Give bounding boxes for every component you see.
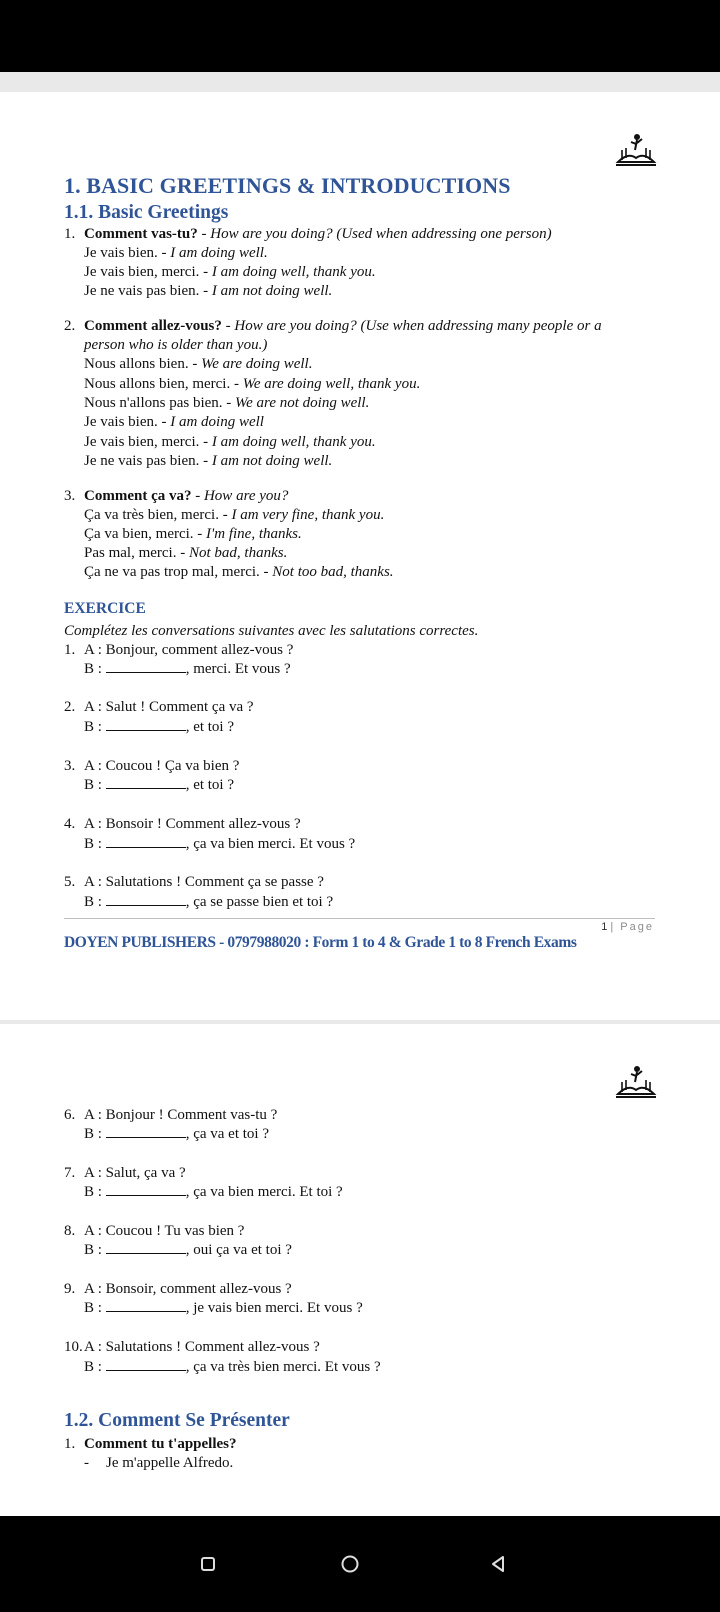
exercise-line-a: A : Salutations ! Comment ça se passe ? [84,874,324,890]
exercise-line-b-text: , ça se passe bien et toi ? [185,894,334,910]
answer-line [84,562,394,582]
speaker-b-label: B : [84,1300,102,1316]
answer-line [84,393,369,413]
speaker-b-label: B : [84,719,102,735]
triangle-back-icon[interactable] [486,1552,510,1576]
answer-english: I am not doing well. [211,283,333,299]
list-number: 1. [64,642,76,658]
document-page-1 [0,92,720,1020]
answer-blank [106,718,186,731]
answer-blank [106,835,186,848]
speaker-b-label: B : [84,1359,102,1375]
list-number: 10. [64,1339,83,1355]
question-french: Comment allez-vous? [84,318,222,334]
question-french: Comment vas-tu? [84,226,198,242]
system-navigation-bar [0,1516,720,1612]
answer-line: Je m'appelle Alfredo. [106,1455,234,1471]
answer-french: Ça ne va pas trop mal, merci. - [84,564,273,580]
page-number [601,921,654,933]
answer-english: I am very fine, thank you. [231,507,385,523]
exercise-line-a: A : Bonjour, comment allez-vous ? [84,642,294,658]
list-number: 4. [64,816,76,832]
exercise-line-b [84,775,234,795]
exercise-line-b-text: , ça va bien merci. Et toi ? [185,1184,343,1200]
question-line [84,224,552,244]
exercise-line-a: A : Coucou ! Tu vas bien ? [84,1223,245,1239]
list-number: 2. [64,318,76,334]
reading-book-logo-icon [614,132,658,166]
answer-blank [106,1299,186,1312]
exercise-line-b [84,1298,363,1318]
answer-line [84,374,420,394]
exercise-line-b [84,1240,292,1260]
question-translation: - How are you? [195,488,289,504]
exercise-line-b [84,717,234,737]
answer-line [84,354,312,374]
list-number: 1. [64,226,76,242]
question-translation: - How are you doing? (Used when addressing one person) [201,226,552,242]
answer-english: I'm fine, thanks. [206,526,302,542]
exercise-line-b-text: , je vais bien merci. Et vous ? [185,1300,363,1316]
answer-blank [106,1183,186,1196]
exercise-instruction: Complétez les conversations suivantes avec les salutations correctes. [64,623,479,639]
answer-line [84,262,376,282]
answer-french: Nous allons bien, merci. - [84,376,243,392]
square-recents-icon[interactable] [196,1552,220,1576]
answer-french: Je vais bien. - [84,414,171,430]
question-line [84,486,288,506]
answer-blank [106,776,186,789]
speaker-b-label: B : [84,836,102,852]
exercise-line-a: A : Coucou ! Ça va bien ? [84,758,240,774]
exercise-line-b-text: , ça va bien merci. Et vous ? [185,836,356,852]
answer-line [84,524,302,544]
answer-french: Je ne vais pas bien. - [84,453,212,469]
answer-line [84,243,268,263]
exercise-line-b [84,1124,269,1144]
subsection-heading: 1.1. Basic Greetings [64,202,229,223]
speaker-b-label: B : [84,661,102,677]
list-number: 6. [64,1107,76,1123]
exercise-line-b [84,1357,381,1377]
question-french: Comment ça va? [84,488,192,504]
answer-blank [106,660,186,673]
speaker-b-label: B : [84,777,102,793]
document-page-2 [0,1024,720,1516]
exercise-line-b [84,834,355,854]
exercise-line-b [84,1182,343,1202]
exercise-line-a: A : Bonsoir ! Comment allez-vous ? [84,816,301,832]
exercise-line-b-text: , oui ça va et toi ? [185,1242,292,1258]
answer-line [84,505,384,525]
answer-french: Je vais bien. - [84,245,171,261]
speaker-b-label: B : [84,1126,102,1142]
answer-english: We are doing well, thank you. [242,376,421,392]
answer-french: Je vais bien, merci. - [84,434,212,450]
status-bar [0,0,720,72]
footer-divider [64,918,655,919]
exercise-line-a: A : Salut, ça va ? [84,1165,186,1181]
list-number: 8. [64,1223,76,1239]
question-line [84,316,602,336]
speaker-b-label: B : [84,1184,102,1200]
answer-line [84,432,376,452]
answer-english: Not bad, thanks. [188,545,288,561]
exercise-line-b [84,659,291,679]
answer-french: Pas mal, merci. - [84,545,189,561]
list-number: 5. [64,874,76,890]
exercise-line-b-text: , ça va très bien merci. Et vous ? [185,1359,381,1375]
answer-line [84,281,332,301]
answer-blank [106,893,186,906]
answer-english: We are not doing well. [235,395,370,411]
subsection-heading: 1.2. Comment Se Présenter [64,1410,290,1431]
page-number-value: 1 [601,921,608,933]
document-viewer[interactable] [0,72,720,1516]
reading-book-logo-icon [614,1064,658,1098]
answer-blank [106,1241,186,1254]
answer-english: I am doing well, thank you. [211,264,376,280]
list-number: 3. [64,488,76,504]
exercise-line-b-text: , ça va et toi ? [185,1126,269,1142]
exercise-line-a: A : Salutations ! Comment allez-vous ? [84,1339,320,1355]
page-label: | Page [610,921,654,933]
exercise-line-a: A : Salut ! Comment ça va ? [84,699,254,715]
exercise-line-b [84,892,333,912]
speaker-b-label: B : [84,1242,102,1258]
answer-english: I am doing well, thank you. [211,434,376,450]
answer-french: Ça va très bien, merci. - [84,507,232,523]
exercise-line-b-text: , et toi ? [185,777,235,793]
exercise-line-a: A : Bonsoir, comment allez-vous ? [84,1281,292,1297]
answer-line [84,451,332,471]
list-number: 9. [64,1281,76,1297]
answer-line [84,543,287,563]
answer-line [84,412,264,432]
exercise-line-a: A : Bonjour ! Comment vas-tu ? [84,1107,278,1123]
answer-dash: - [84,1455,89,1471]
answer-blank [106,1125,186,1138]
exercise-title: EXERCICE [64,600,146,617]
answer-english: We are doing well. [201,356,313,372]
answer-english: I am doing well. [170,245,268,261]
section-heading: 1. BASIC GREETINGS & INTRODUCTIONS [64,173,511,198]
list-number: 7. [64,1165,76,1181]
question-translation-cont: person who is older than you.) [84,337,268,353]
answer-english: Not too bad, thanks. [272,564,394,580]
answer-blank [106,1358,186,1371]
list-number: 3. [64,758,76,774]
answer-french: Nous allons bien. - [84,356,202,372]
list-number: 1. [64,1436,76,1452]
question-french: Comment tu t'appelles? [84,1436,237,1452]
question-translation: - How are you doing? (Use when addressing many people or a [225,318,602,334]
publisher-footer: DOYEN PUBLISHERS - 0797988020 : Form 1 to 4 & Grade 1 to 8 French Exams [64,934,577,951]
answer-french: Je vais bien, merci. - [84,264,212,280]
answer-english: I am not doing well. [211,453,333,469]
answer-english: I am doing well [170,414,264,430]
answer-french: Je ne vais pas bien. - [84,283,212,299]
answer-french: Ça va bien, merci. - [84,526,207,542]
exercise-line-b-text: , merci. Et vous ? [185,661,291,677]
circle-home-icon[interactable] [338,1552,362,1576]
list-number: 2. [64,699,76,715]
answer-french: Nous n'allons pas bien. - [84,395,236,411]
exercise-line-b-text: , et toi ? [185,719,235,735]
speaker-b-label: B : [84,894,102,910]
